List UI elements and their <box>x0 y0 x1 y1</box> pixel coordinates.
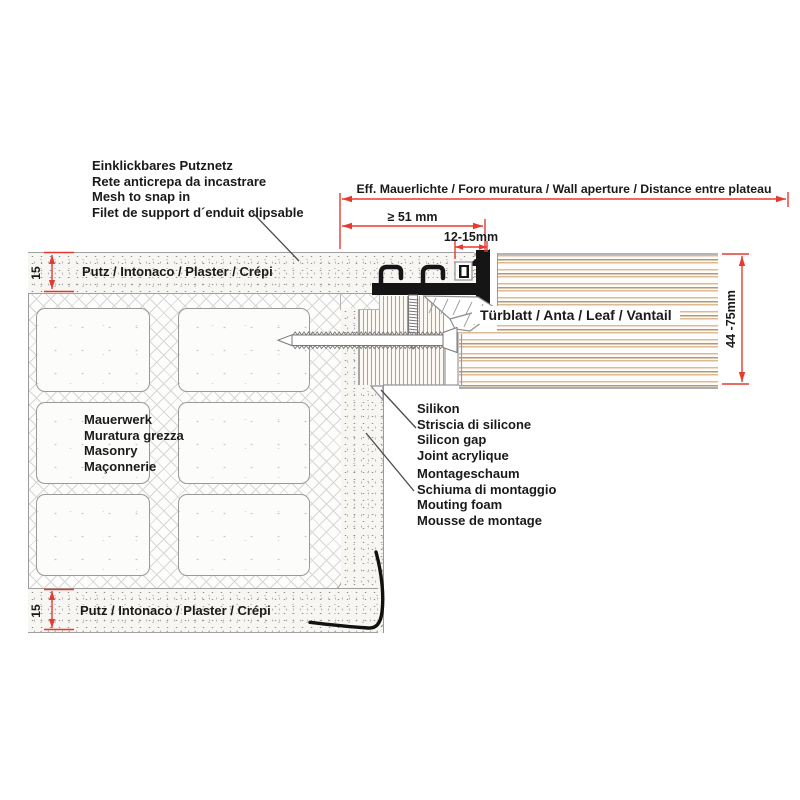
wall-aperture-dim-text: Eff. Mauerlichte / Foro muratura / Wall aperture / Distance entre plateau <box>356 182 772 196</box>
masonry-label-line: Maçonnerie <box>84 458 157 474</box>
silicone-label-line: Striscia di silicone <box>417 416 532 432</box>
masonry-label <box>84 412 184 474</box>
foam-label-line: Schiuma di montaggio <box>417 481 557 497</box>
foam-label-line: Montageschaum <box>417 466 520 481</box>
silicone-leader-line <box>381 390 416 428</box>
horizontal-screw <box>292 335 443 346</box>
plaster-stop-bead <box>310 552 383 628</box>
silicone-label-line: Silicon gap <box>417 432 487 447</box>
masonry-label-line: Muratura grezza <box>84 427 184 443</box>
masonry-label-line: Masonry <box>84 443 138 458</box>
leaf-thickness-dim-text: 44 -75mm <box>724 290 738 348</box>
mesh-snap-clip <box>381 267 401 283</box>
gasket-slot <box>462 267 467 276</box>
frame-overlap-dim-text: 12-15mm <box>443 230 499 244</box>
silicone-label <box>417 401 531 463</box>
mesh-label-line: Rete anticrepa da incastrare <box>92 173 267 189</box>
plaster-bottom-label: Putz / Intonaco / Plaster / Crépi <box>80 603 271 618</box>
mesh-label <box>92 158 304 220</box>
foam-label-line: Mousse de montage <box>417 512 542 528</box>
mesh-label-line: Mesh to snap in <box>92 189 191 204</box>
door-leaf-label: Türblatt / Anta / Leaf / Vantail <box>472 306 680 324</box>
foam-label <box>417 466 556 528</box>
foam-leader-line <box>366 433 414 491</box>
min-frame-width-dim-text: ≥ 51 mm <box>387 210 438 224</box>
dim-plaster-bottom <box>44 590 74 630</box>
mesh-label-line: Einklickbares Putznetz <box>92 158 233 173</box>
masonry-label-line: Mauerwerk <box>84 412 152 427</box>
screw-tip <box>278 335 292 346</box>
foam-label-line: Mouting foam <box>417 497 503 512</box>
mesh-label-line: Filet de support d´enduit clipsable <box>92 204 304 220</box>
plaster-bottom-dim-text: 15 <box>29 604 43 618</box>
silicone-bead <box>371 386 383 400</box>
dim-plaster-top <box>44 253 74 292</box>
frame-profile-bar <box>372 283 478 295</box>
silicone-label-line: Silikon <box>417 401 460 416</box>
mesh-snap-clip <box>423 267 443 283</box>
plaster-top-label: Putz / Intonaco / Plaster / Crépi <box>82 264 273 279</box>
silicone-label-line: Joint acrylique <box>417 447 509 463</box>
plaster-top-dim-text: 15 <box>29 266 43 280</box>
screw-head <box>443 328 457 353</box>
